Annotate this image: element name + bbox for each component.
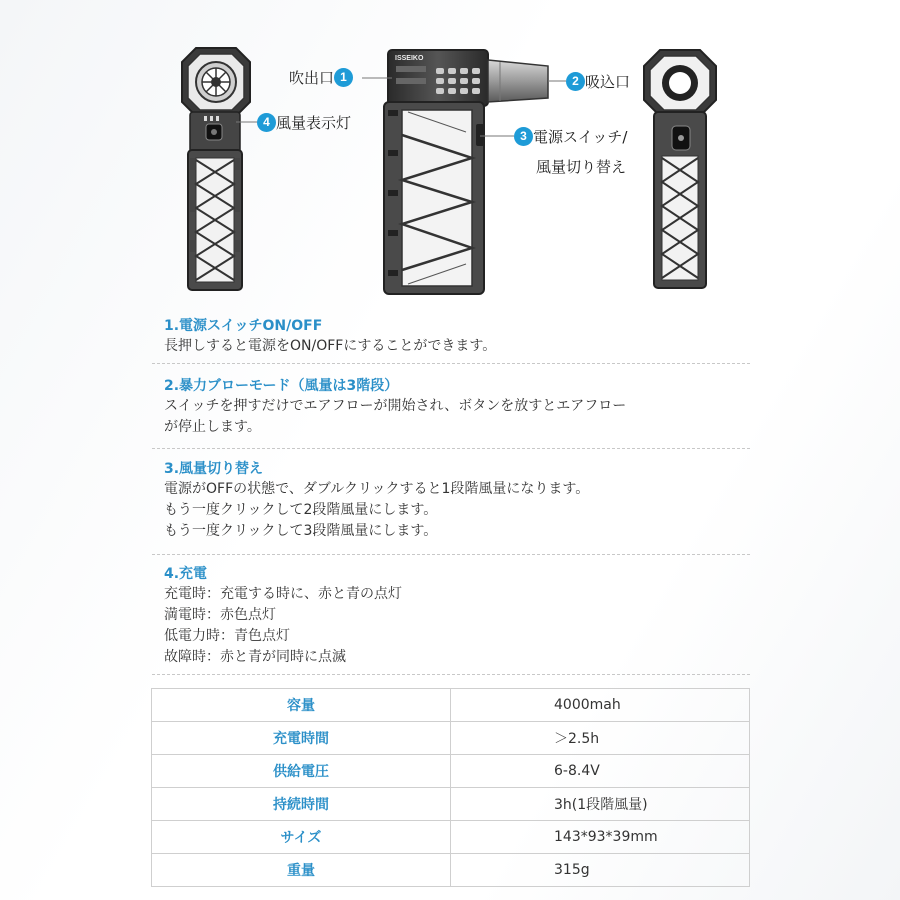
section-text: 長押しすると電源をON/OFFにすることができます。 bbox=[164, 338, 497, 354]
callout-number-4: 4 bbox=[257, 113, 276, 132]
callout-number-1: 1 bbox=[334, 68, 353, 87]
device-front-view bbox=[644, 50, 716, 288]
section-text: 満電時：赤色点灯 bbox=[164, 607, 276, 623]
section-power-switch bbox=[164, 316, 496, 357]
spec-value: 143*93*39mm bbox=[451, 821, 750, 854]
callout-switch bbox=[514, 126, 627, 147]
device-back-view bbox=[182, 48, 250, 290]
divider bbox=[152, 674, 750, 675]
table-row bbox=[152, 788, 750, 821]
callout-number-2: 2 bbox=[566, 72, 585, 91]
callout-switch-label-line2: 風量切り替え bbox=[536, 158, 627, 176]
callout-outlet bbox=[289, 67, 353, 88]
device-brand: ISSEIKO bbox=[395, 55, 424, 62]
section-airflow-switch bbox=[164, 459, 589, 542]
spec-value: 3h(1段階風量) bbox=[451, 788, 750, 821]
section-text: スイッチを押すだけでエアフローが開始され、ボタンを放すとエアフロー bbox=[164, 398, 627, 414]
callout-number-3: 3 bbox=[514, 127, 533, 146]
callout-intake-label: 吸込口 bbox=[585, 73, 631, 91]
spec-key: 容量 bbox=[152, 689, 451, 722]
callout-indicator-label: 風量表示灯 bbox=[276, 114, 352, 132]
callout-switch-label-line1: 電源スイッチ/ bbox=[533, 128, 628, 146]
spec-value: 6-8.4V bbox=[451, 755, 750, 788]
section-text: 充電時：充電する時に、赤と青の点灯 bbox=[164, 586, 402, 602]
section-title: 1.電源スイッチON/OFF bbox=[164, 318, 323, 334]
section-text: 低電力時：青色点灯 bbox=[164, 628, 290, 644]
callout-indicator bbox=[257, 112, 351, 133]
table-row bbox=[152, 821, 750, 854]
section-text: もう一度クリックして3段階風量にします。 bbox=[164, 523, 438, 539]
callout-intake bbox=[566, 71, 630, 92]
section-title: 4.充電 bbox=[164, 566, 208, 582]
spec-value: ＞2.5h bbox=[451, 722, 750, 755]
section-blow-mode bbox=[164, 376, 626, 438]
section-text: が停止します。 bbox=[164, 419, 261, 435]
table-row bbox=[152, 689, 750, 722]
spec-value: 4000mah bbox=[451, 689, 750, 722]
divider bbox=[152, 363, 750, 364]
spec-value: 315g bbox=[451, 854, 750, 887]
section-text: 電源がOFFの状態で、ダブルクリックすると1段階風量になります。 bbox=[164, 481, 590, 497]
table-row bbox=[152, 755, 750, 788]
table-row bbox=[152, 854, 750, 887]
section-text: 故障時：赤と青が同時に点滅 bbox=[164, 649, 346, 665]
spec-key: 充電時間 bbox=[152, 722, 451, 755]
divider bbox=[152, 448, 750, 449]
section-charging bbox=[164, 564, 402, 668]
product-diagram bbox=[0, 0, 900, 310]
section-title: 2.暴力ブローモード（風量は3階段） bbox=[164, 378, 399, 394]
device-side-view bbox=[384, 50, 548, 294]
spec-key: 持続時間 bbox=[152, 788, 451, 821]
spec-key: 供給電圧 bbox=[152, 755, 451, 788]
section-title: 3.風量切り替え bbox=[164, 461, 264, 477]
divider bbox=[152, 554, 750, 555]
callout-switch-line2 bbox=[536, 156, 626, 177]
specs-table bbox=[151, 688, 750, 887]
spec-key: 重量 bbox=[152, 854, 451, 887]
table-row bbox=[152, 722, 750, 755]
section-text: もう一度クリックして2段階風量にします。 bbox=[164, 502, 438, 518]
callout-outlet-label: 吹出口 bbox=[289, 69, 335, 87]
spec-key: サイズ bbox=[152, 821, 451, 854]
